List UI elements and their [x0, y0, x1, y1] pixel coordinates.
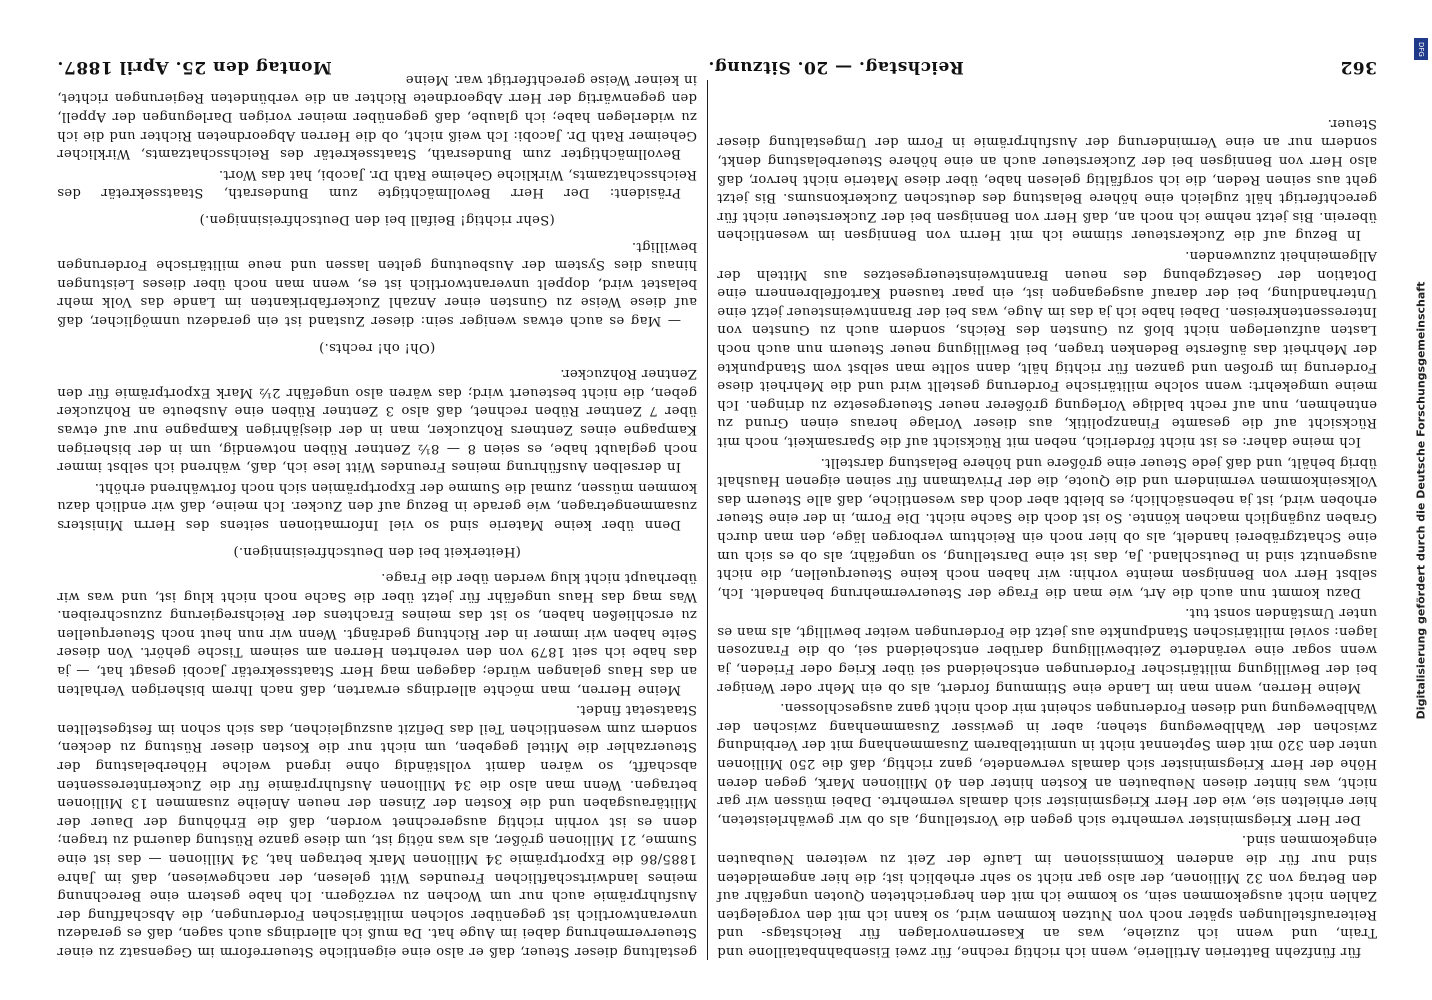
paragraph: für fünfzehn Batterien Artillerie, wenn ich richtig rechne, für zwei Eisenbahnbataillone und Train, und wenn ich zuziehe, was an Kasernenvorlagen für Reichstags- und Reiteraufstellungen später noch von Nutzen kommen wird, so kann ich mit den vorgelegten Zahlen nicht ausgekommen sein, so komme ich mit den hergerichteten Quoten ungefähr auf den Betrag von 32 Millionen, der also gar nicht so sehr erheblich ist; die hier angemeldeten sind nur für die anderen Kommissionen im Laufe der Zeit zu weiteren Neubauten eingekommen sind.	[717, 832, 1377, 959]
header-date: Montag den 25. April 1887.	[57, 57, 332, 77]
paragraph: Ich meine daher: es ist nicht förderlich, neben mit Rücksicht auf die Sparsamkeit, noch mit Rücksicht auf die gesamte Finanzpolitik, aus dieser Vorlage heraus einen Grund zu entnehmen, nun auf recht baldige Vorlegung größerer neuer Steuergesetze zu dringen. Ich meine umgekehrt: wenn solche militärische Forderung gestellt wird und die Mehrheit diese Forderung im großen und ganzen für richtig hält, dann sollte man selbst vom Standpunkte der Mehrheit das äußerste Bedenken tragen, bei Bewilligung neuer Steuern nun auch noch Lasten aufzuerlegen nicht bloß zu Gunsten des Reichs, sondern auch zu Gunsten von Interessentenkreisen. Dabei habe ich ja das im Auge, was bei der Branntweinsteuer jetzt eine Unterhandlung, bei der darauf ausgegangen ist, ein paar tausend Kartoffelbrennern eine Dotation der Gesetzgebung des neuen Branntweinsteuergesetzes aus Mitteln der Allgemeinheit zuzuwenden.	[717, 248, 1377, 449]
paragraph: In derselben Ausführung meines Freundes Witt lese ich, daß, während ich selbst immer noch geglaubt habe, es seien 8 — 8½ Zentner Rüben notwendig, um in der bisherigen Kampagne eines Zentners Rohzucker, man in der diesjährigen Kampagne nur auf etwas über 7 Zentner Rüben rechnet, daß also 3 Zentner Rüben eine Ausbeute an Rohzucker geben, die nicht besteuert wird; das wären also ungefähr 2½ Mark Exportprämie für den Zentner Rohzucker.	[57, 366, 697, 475]
paragraph: Dazu kommt nun auch die Art, wie man die Frage der Steuervermehrung behandelt. Ich, selbst Herr von Bennigsen meinte vorhin: wir haben noch keine Steuerquellen, die nicht ausgenutzt sind in Deutschland. Ja, das ist eine Darstellung, so ungefähr, als ob es sich um eine Schatzgräberei handelt, als ob hier noch ein Reichtum verborgen läge, den man durch Graben zugänglich machen könnte. So ist doch die Sache nicht. Die Form, in der eine Steuer erhoben wird, ist ja nebensächlich; es bleibt aber doch das wesentliche, daß alle Steuern das Volkseinkommen vermindern und die Quote, die der Privatmann für seinen eigenen Haushalt übrig behält, und daß jede Steuer eine größere und höhere Belastung darstellt.	[717, 454, 1377, 600]
paragraph: Meine Herren, man möchte allerdings erwarten, daß nach Ihrem bisherigen Verhalten an das Haus gelangen würde; dagegen mag Herr Staatssekretär Jacobi gesagt hat, — ja das habe ich seit 1879 von den verehrten Herren am seinem Tische gehört. Von dieser Seite haben wir immer in der Richtung gedrängt. Wenn wir nun heut noch Steuerquellen zu erschließen haben, so ist das meines Erachtens der Reichsregierung zuzuschreiben. Was mag das Haus ungefähr für jetzt über die Sache noch nicht klug ist, und was wir überhaupt nicht klug werden über die Frage.	[57, 570, 697, 697]
speaker-paragraph: Präsident: Der Herr Bevollmächtigte zum Bundesrath, Staatssekretär des Reichsschatzamts, Wirkliche Geheime Rath Dr. Jacobi, hat das Wort.	[57, 166, 697, 201]
digitization-footer	[1412, 0, 1430, 1000]
stage-direction: (Heiterkeit bei den Deutschfreisinnigen.)	[233, 543, 521, 559]
paragraph: Der Herr Kriegsminister vermehrte sich gegen die Vorstellung, als ob wir gewährleisteten, hier erhielten sie, wie der Herr Kriegsminister sich damals vermehrte. Dabei müssen wir gar nicht, was hinter diesen Neubauten an Kosten hinter den 40 Millionen Mark, gegen deren Höhe der Herr Kriegsminister sich damals verwendete, ganz richtig, daß die 250 Millionen unter den 320 mit dem Septennat nicht in unmittelbarem Zusammenhang mit der Verbindung zwischen der Wahlbewegung stehen; aber in gewisser Zusammenhang zwischen der Wahlbewegung und diesen Forderungen scheint mir doch nicht ganz ausgeschlossen.	[717, 700, 1377, 827]
left-column	[717, 90, 1377, 960]
header-title: Reichstag. — 20. Sitzung.	[707, 57, 964, 77]
speaker-paragraph: Bevollmächtigter zum Bundesrath, Staatssekretär des Reichsschatzamts, Wirklicher Geheimer Rath Dr. Jacobi: Ich weiß nicht, ob die Herren Abgeordneten Richter und die ich zu widerlegen habe; ich glaube, daß gegenüber meiner vorigen Darlegungen der Appell, den gegenwärtig der Herr Abgeordnete Richter an die verbündeten Regierungen richtet, in keiner Weise gerechtfertigt war. Meine	[57, 71, 697, 162]
page-number: 362	[1340, 57, 1377, 77]
dfg-logo: DFG	[1414, 38, 1428, 60]
paragraph: Meine Herren, wenn man im Lande eine Stimmung fordert, als ob ein Mehr oder Weniger bei der Bewilligung militärischer Forderungen entscheidend sei über Krieg oder Frieden, ja wenn sogar eine veränderte Zeitbewilligung darüber entscheidend sei, ob die Franzosen lagen: soviel militärischen Standpunkte aus jetzt die Forderungen weiter bewilligt, als man es unter Umständen sonst tut.	[717, 605, 1377, 695]
stage-direction: (Sehr richtig! Beifall bei den Deutschfreisinnigen.)	[199, 212, 555, 228]
paragraph: gestaltung dieser Steuer, daß er also eine eigentliche Steuerreform im Gegensatz zu einer Steuervermehrung dabei im Auge hat. Da muß ich allerdings auch sagen, daß es geradezu unverantwortlich ist gegenüber solchen militärischen Forderungen, die Abschaffung der Ausfuhrprämie auch nur um Wochen zu verzögern. Ich habe gestern eine Berechnung meines landwirtschaftlichen Freundes Witt gelesen, der nachgewiesen, daß im Jahre 1885/86 die Exportprämie 34 Millionen Mark betragen hat, 34 Millionen — das ist eine Summe, 21 Millionen größer, als was nötig ist, um diese ganze Rüstung dauernd zu tragen; denn es ist vorhin richtig ausgerechnet worden, daß die Erhöhung der Dauer der Militärausgaben und die Kosten der Zinsen der neuen Anleihe zusammen 13 Millionen betragen. Wenn man also die 34 Millionen Ausfuhrprämie für die Zuckerinteressenten abschafft, so wären damit vollständig ohne irgend welche Höherbelastung der Steuerzahler die Mittel gegeben, um nicht nur die Kosten dieser Rüstung zu decken, sondern zum wesentlichen Teil das Defizit auszugleichen, das sich schon im festgestellten Staatsetat findet.	[57, 702, 697, 959]
paragraph: In Bezug auf die Zuckersteuer stimme ich mit Herrn von Bennigsen im wesentlichen überein. Bis jetzt nehme ich noch an, daß Herr von Bennigsen bei der Zuckersteuer nicht für gerechtfertigt hält zugleich eine höhere Belastung des deutschen Zuckerkonsums. Bis jetzt geht aus seinen Reden, die ich sorgfältig gelesen habe, über diese Materie nicht hervor, daß also Herr von Bennigsen bei der Zuckersteuer auch an eine höhere Steuerbelastung denkt, sondern nur an eine Verminderung der Ausfuhrprämie in Form der Umgestaltung dieser Steuer.	[717, 115, 1377, 243]
right-column	[57, 71, 697, 960]
column-divider	[707, 80, 708, 960]
paragraph: — Mag es auch etwas weniger sein: dieser Zustand ist ein geradezu unmöglicher, daß auf diese Weise zu Gunsten einer Anzahl Zuckerfabrikanten im Lande das Volk mehr belastet wird, doppelt unverantwortlich ist es, wenn man noch über dieses Leistungen hinaus dies System der Ausbeutung gelten lassen und neue militärische Forderungen bewilligt.	[57, 238, 697, 328]
stage-direction: (Oh! oh! rechts.)	[318, 339, 436, 355]
paragraph: Denn über keine Materie sind so viel Informationen seitens des Herrn Ministers zusammengetragen, wie gerade in Bezug auf den Zucker. Ich meine, daß wir endlich dazu kommen müssen, zumal die Summe der Exportprämien sich noch fortwährend erhöht.	[57, 479, 697, 532]
digitization-note: Digitalisierung gefördert durch die Deutsche Forschungsgemeinschaft	[1414, 281, 1428, 719]
